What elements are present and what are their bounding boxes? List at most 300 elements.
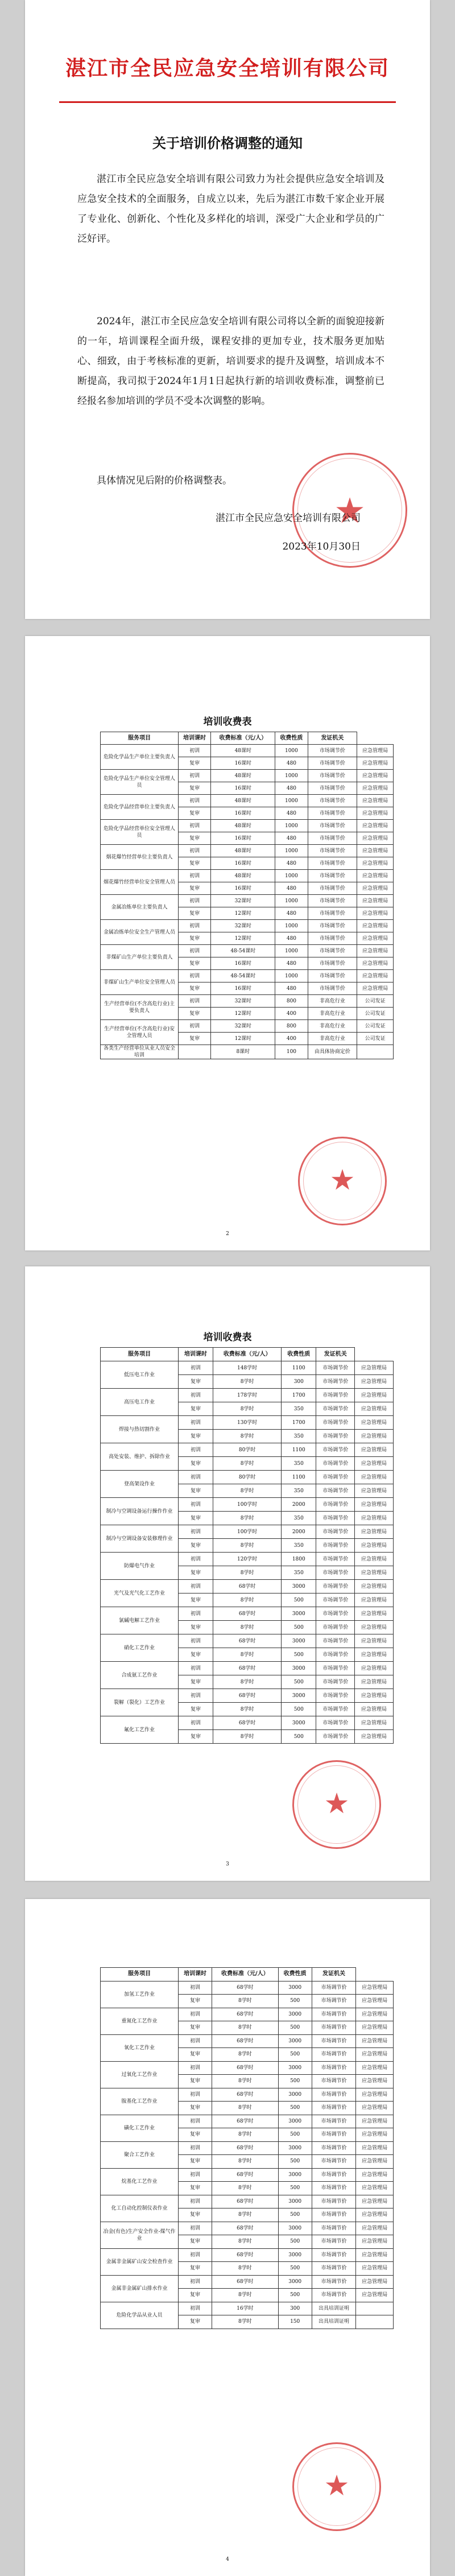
table-cell: 应急管理局 — [355, 1430, 394, 1443]
table-cell: 市场调节价 — [316, 1607, 355, 1621]
table-cell: 1100 — [282, 1443, 316, 1457]
table-cell: 3000 — [278, 2222, 312, 2235]
table-cell: 初训 — [179, 795, 211, 807]
table-row — [101, 2115, 394, 2128]
table-cell: 市场调节价 — [312, 2021, 356, 2035]
table-row — [101, 845, 394, 857]
table-cell: 初训 — [179, 1389, 213, 1402]
table-cell: 500 — [282, 1730, 316, 1744]
table-cell: 市场调节价 — [308, 957, 357, 970]
table-cell: 应急管理局 — [356, 2141, 394, 2155]
item-name-cell: 磺化工艺作业 — [101, 2115, 179, 2141]
table-row — [101, 820, 394, 832]
page-number: 3 — [226, 1861, 229, 1867]
table-cell: 市场调节价 — [308, 970, 357, 982]
signature-date: 2023年10月30日 — [282, 541, 361, 552]
table-cell: 初训 — [179, 1443, 213, 1457]
table-cell: 应急管理局 — [357, 807, 394, 820]
table-cell: 应急管理局 — [357, 957, 394, 970]
table-cell: 应急管理局 — [357, 932, 394, 945]
item-name-cell: 制冷与空调设备安装修理作业 — [101, 1525, 179, 1553]
table-cell: 480 — [275, 882, 308, 895]
table-row — [101, 2034, 394, 2048]
table-cell: 1000 — [275, 820, 308, 832]
table-cell: 8学时 — [212, 2128, 278, 2142]
table-cell: 8学时 — [213, 1375, 282, 1389]
item-name-cell: 胺基化工艺作业 — [101, 2088, 179, 2115]
column-header: 培训课时 — [179, 1968, 212, 1981]
table-row — [101, 1716, 394, 1730]
table-cell: 应急管理局 — [355, 1416, 394, 1430]
table-cell: 复审 — [179, 832, 211, 845]
column-header: 发证机关 — [308, 732, 357, 745]
table-cell: 市场调节价 — [308, 782, 357, 795]
table-row — [101, 1580, 394, 1594]
table-cell: 应急管理局 — [355, 1594, 394, 1607]
table-cell: 800 — [275, 1020, 308, 1033]
table-cell: 16课时 — [211, 807, 275, 820]
fee-table — [100, 1967, 394, 2329]
table-cell: 1000 — [275, 795, 308, 807]
table-cell: 初训 — [179, 820, 211, 832]
fee-table — [100, 732, 394, 1059]
table-cell: 3000 — [278, 2248, 312, 2262]
table-cell: 由具体协商定价 — [308, 1045, 357, 1059]
table-cell: 出具培训证明 — [312, 2302, 356, 2315]
table-cell: 1000 — [275, 870, 308, 882]
table-cell: 48-54课时 — [211, 970, 275, 982]
table-cell: 市场调节价 — [308, 745, 357, 757]
table-cell: 应急管理局 — [356, 2289, 394, 2302]
table-cell: 32课时 — [211, 995, 275, 1008]
table-cell: 初训 — [179, 1634, 213, 1648]
table-row — [101, 1607, 394, 1621]
table-cell: 480 — [275, 907, 308, 920]
table-row — [101, 870, 394, 882]
column-header: 收费标准（元/人） — [211, 732, 275, 745]
item-name-cell: 氟化工艺作业 — [101, 1716, 179, 1744]
table-cell: 3000 — [278, 2088, 312, 2102]
table-cell: 复审 — [179, 882, 211, 895]
table-cell: 应急管理局 — [355, 1566, 394, 1580]
table-row — [101, 1471, 394, 1484]
table-cell: 复审 — [179, 957, 211, 970]
table-cell: 应急管理局 — [355, 1539, 394, 1553]
table-cell: 初训 — [179, 2008, 212, 2021]
table-cell: 350 — [282, 1484, 316, 1498]
table-cell: 初训 — [179, 2141, 212, 2155]
table-cell: 3000 — [278, 2061, 312, 2075]
table-cell: 500 — [278, 2075, 312, 2088]
table-cell: 1100 — [282, 1361, 316, 1375]
table-cell: 非高危行业 — [308, 1020, 357, 1033]
table-cell: 178学时 — [213, 1389, 282, 1402]
table-row — [101, 895, 394, 907]
table-cell: 应急管理局 — [356, 2008, 394, 2021]
table-cell: 市场调节价 — [308, 882, 357, 895]
table-cell: 应急管理局 — [356, 2168, 394, 2182]
item-name-cell: 制冷与空调设备运行操作作业 — [101, 1498, 179, 1525]
table-cell: 市场调节价 — [312, 2088, 356, 2102]
table-cell: 500 — [278, 2021, 312, 2035]
table-cell: 68学时 — [212, 2141, 278, 2155]
table-cell: 2000 — [282, 1498, 316, 1512]
table-cell: 500 — [278, 2289, 312, 2302]
table-cell — [179, 1045, 211, 1059]
table-cell: 市场调节价 — [308, 770, 357, 782]
table-cell: 应急管理局 — [355, 1703, 394, 1716]
table-cell: 8学时 — [213, 1484, 282, 1498]
table-cell: 68学时 — [212, 2195, 278, 2208]
table-cell: 市场调节价 — [316, 1689, 355, 1703]
table-cell: 100学时 — [213, 1525, 282, 1539]
table-cell: 500 — [282, 1675, 316, 1689]
table-cell: 12课时 — [211, 907, 275, 920]
table-cell: 初训 — [179, 1981, 212, 1995]
table-cell: 8学时 — [212, 2182, 278, 2195]
table-cell: 12课时 — [211, 1033, 275, 1045]
table-cell: 应急管理局 — [357, 982, 394, 995]
item-name-cell: 合成氨工艺作业 — [101, 1662, 179, 1689]
table-cell: 复审 — [179, 2075, 212, 2088]
table-cell: 市场调节价 — [308, 907, 357, 920]
table-cell: 8学时 — [213, 1648, 282, 1662]
table-cell: 8学时 — [212, 2102, 278, 2115]
notice-paragraph: 2024年，湛江市全民应急安全培训有限公司将以全新的面貌迎接新的一年，培训课程全面升级，课程安排的更加专业，技术服务更加贴心、细致，由于考核标准的更新，培训要求的提升及调整，培训成本不断提高，我司拟于2024年1月1日起执行新的培训收费标准，调整前已经报名参加培训的学员不受本次调整的影响。 — [77, 316, 384, 407]
table-cell: 复审 — [179, 782, 211, 795]
table-cell: 市场调节价 — [312, 2289, 356, 2302]
table-cell: 16课时 — [211, 982, 275, 995]
table-cell: 市场调节价 — [308, 932, 357, 945]
item-name-cell: 非煤矿山生产单位主要负责人 — [101, 945, 179, 970]
table-cell: 初训 — [179, 745, 211, 757]
item-name-cell: 裂解（裂化）工艺作业 — [101, 1689, 179, 1716]
table-cell: 48课时 — [211, 770, 275, 782]
table-cell: 应急管理局 — [357, 945, 394, 957]
table-cell: 市场调节价 — [316, 1512, 355, 1525]
table-cell: 市场调节价 — [312, 2008, 356, 2021]
table-cell: 初训 — [179, 1471, 213, 1484]
table-cell: 复审 — [179, 857, 211, 870]
table-cell: 市场调节价 — [316, 1716, 355, 1730]
table-cell: 市场调节价 — [308, 870, 357, 882]
table-cell: 16课时 — [211, 757, 275, 770]
table-row — [101, 795, 394, 807]
table-row — [101, 1389, 394, 1402]
table-cell: 市场调节价 — [316, 1553, 355, 1566]
table-cell: 应急管理局 — [356, 2034, 394, 2048]
table-cell: 应急管理局 — [357, 770, 394, 782]
table-cell: 8学时 — [213, 1566, 282, 1580]
table-cell: 350 — [282, 1430, 316, 1443]
table-cell: 初训 — [179, 2168, 212, 2182]
item-name-cell: 过氧化工艺作业 — [101, 2061, 179, 2088]
table-cell: 市场调节价 — [316, 1566, 355, 1580]
table-cell: 应急管理局 — [355, 1361, 394, 1375]
table-cell: 复审 — [179, 1033, 211, 1045]
table-cell: 130学时 — [213, 1416, 282, 1430]
table-cell: 8学时 — [212, 2289, 278, 2302]
notice-page — [25, 0, 430, 619]
table-cell: 出具培训证明 — [312, 2315, 356, 2329]
column-header: 服务项目 — [101, 732, 179, 745]
table-cell: 1000 — [275, 745, 308, 757]
fee-table — [100, 1347, 394, 1744]
table-row — [101, 2195, 394, 2208]
table-cell: 应急管理局 — [355, 1443, 394, 1457]
table-cell: 应急管理局 — [355, 1471, 394, 1484]
table-cell: 8学时 — [213, 1539, 282, 1553]
table-cell: 公司发证 — [357, 1020, 394, 1033]
table-cell: 复审 — [179, 2155, 212, 2169]
item-name-cell: 非煤矿山生产单位安全管理人员 — [101, 970, 179, 995]
table-cell: 3000 — [282, 1662, 316, 1675]
table-cell: 市场调节价 — [308, 757, 357, 770]
table-cell: 应急管理局 — [357, 857, 394, 870]
table-cell: 48课时 — [211, 870, 275, 882]
table-cell: 500 — [278, 2182, 312, 2195]
table-cell: 复审 — [179, 2208, 212, 2222]
table-cell: 68学时 — [212, 1981, 278, 1995]
table-cell: 复审 — [179, 2048, 212, 2062]
table-cell: 复审 — [179, 1675, 213, 1689]
table-cell: 68学时 — [213, 1689, 282, 1703]
table-cell: 市场调节价 — [316, 1580, 355, 1594]
table-cell: 市场调节价 — [312, 2128, 356, 2142]
table-cell: 市场调节价 — [312, 1995, 356, 2008]
table-cell: 68学时 — [213, 1662, 282, 1675]
column-header: 收费性质 — [275, 732, 308, 745]
table-cell: 市场调节价 — [312, 2235, 356, 2249]
table-cell: 8学时 — [212, 2315, 278, 2329]
table-cell: 应急管理局 — [355, 1375, 394, 1389]
table-cell: 应急管理局 — [357, 970, 394, 982]
table-cell: 市场调节价 — [312, 2034, 356, 2048]
table-cell: 16课时 — [211, 782, 275, 795]
table-cell: 16学时 — [212, 2302, 278, 2315]
table-cell: 48课时 — [211, 795, 275, 807]
table-cell: 应急管理局 — [356, 2182, 394, 2195]
column-header: 发证机关 — [312, 1968, 356, 1981]
table-row — [101, 2275, 394, 2289]
table-cell: 48课时 — [211, 845, 275, 857]
table-row — [101, 1981, 394, 1995]
table-cell: 32课时 — [211, 895, 275, 907]
table-cell: 应急管理局 — [355, 1553, 394, 1566]
table-cell: 480 — [275, 957, 308, 970]
table-cell: 3000 — [282, 1580, 316, 1594]
table-cell: 市场调节价 — [312, 2141, 356, 2155]
table-cell: 复审 — [179, 1648, 213, 1662]
item-name-cell: 生产经营单位(不含高危行业)安全管理人员 — [101, 1020, 179, 1045]
table-cell: 应急管理局 — [357, 745, 394, 757]
table-cell: 市场调节价 — [312, 2168, 356, 2182]
table-cell: 市场调节价 — [316, 1361, 355, 1375]
table-cell: 3000 — [278, 2115, 312, 2128]
table-header-row — [101, 732, 394, 745]
table-cell: 应急管理局 — [355, 1689, 394, 1703]
table-cell: 8学时 — [213, 1402, 282, 1416]
table-cell: 初训 — [179, 845, 211, 857]
table-cell: 应急管理局 — [357, 782, 394, 795]
table-cell: 初训 — [179, 2248, 212, 2262]
item-name-cell: 加氢工艺作业 — [101, 1981, 179, 2008]
table-cell: 16课时 — [211, 957, 275, 970]
table-cell: 复审 — [179, 1008, 211, 1020]
page-number: 2 — [226, 1231, 229, 1237]
table-cell: 市场调节价 — [316, 1594, 355, 1607]
table-cell: 400 — [275, 1033, 308, 1045]
table-cell: 初训 — [179, 2222, 212, 2235]
table-cell: 应急管理局 — [356, 2248, 394, 2262]
fee-table-page — [25, 636, 430, 1250]
table-cell: 市场调节价 — [316, 1703, 355, 1716]
table-cell: 复审 — [179, 1457, 213, 1471]
table-cell: 应急管理局 — [355, 1662, 394, 1675]
table-cell: 市场调节价 — [308, 820, 357, 832]
table-cell: 3000 — [278, 2275, 312, 2289]
item-name-cell: 金属冶炼单位主要负责人 — [101, 895, 179, 920]
company-seal: ★ — [292, 1760, 381, 1849]
table-cell: 应急管理局 — [355, 1648, 394, 1662]
table-cell: 150 — [278, 2315, 312, 2329]
table-cell: 市场调节价 — [316, 1621, 355, 1634]
table-cell: 复审 — [179, 1512, 213, 1525]
table-cell: 市场调节价 — [316, 1525, 355, 1539]
table-cell: 8学时 — [212, 2262, 278, 2276]
table-cell: 应急管理局 — [357, 870, 394, 882]
table-cell: 市场调节价 — [308, 857, 357, 870]
table-cell: 80学时 — [213, 1471, 282, 1484]
fee-table-page — [25, 1266, 430, 1881]
table-cell: 8学时 — [213, 1594, 282, 1607]
table-cell: 480 — [275, 857, 308, 870]
table-cell: 500 — [282, 1621, 316, 1634]
table-cell — [356, 2302, 394, 2315]
table-cell: 48课时 — [211, 820, 275, 832]
notice-paragraph: 具体情况见后附的价格调整表。 — [97, 475, 232, 486]
table-cell: 1000 — [275, 895, 308, 907]
table-cell: 8学时 — [213, 1730, 282, 1744]
table-cell: 市场调节价 — [312, 2275, 356, 2289]
table-cell: 80学时 — [213, 1443, 282, 1457]
fee-table-page — [25, 1899, 430, 2576]
table-cell: 复审 — [179, 907, 211, 920]
table-cell: 48-54课时 — [211, 945, 275, 957]
item-name-cell: 金属非金属矿山安全检查作业 — [101, 2248, 179, 2275]
table-cell: 500 — [278, 1995, 312, 2008]
table-cell: 3000 — [278, 2034, 312, 2048]
table-cell: 16课时 — [211, 857, 275, 870]
table-cell: 应急管理局 — [355, 1675, 394, 1689]
table-row — [101, 1020, 394, 1033]
table-cell: 市场调节价 — [316, 1457, 355, 1471]
table-cell: 初训 — [179, 995, 211, 1008]
table-cell: 应急管理局 — [356, 2222, 394, 2235]
table-row — [101, 1689, 394, 1703]
table-cell: 68学时 — [212, 2061, 278, 2075]
table-cell: 非高危行业 — [308, 1033, 357, 1045]
signature-company: 湛江市全民应急安全培训有限公司 — [216, 513, 361, 524]
column-header: 收费性质 — [278, 1968, 312, 1981]
table-row — [101, 970, 394, 982]
table-cell: 应急管理局 — [355, 1634, 394, 1648]
table-cell: 应急管理局 — [356, 2075, 394, 2088]
table-cell: 市场调节价 — [316, 1375, 355, 1389]
table-cell: 100学时 — [213, 1498, 282, 1512]
table-cell: 市场调节价 — [308, 832, 357, 845]
table-cell: 2000 — [282, 1525, 316, 1539]
item-name-cell: 烟花爆竹经营单位安全管理人员 — [101, 870, 179, 895]
table-cell: 应急管理局 — [355, 1621, 394, 1634]
table-cell: 复审 — [179, 1703, 213, 1716]
table-cell: 市场调节价 — [308, 895, 357, 907]
column-header: 收费标准（元/人） — [212, 1968, 278, 1981]
table-cell: 初训 — [179, 1662, 213, 1675]
table-cell: 市场调节价 — [316, 1443, 355, 1457]
table-cell: 500 — [278, 2128, 312, 2142]
table-cell: 复审 — [179, 1621, 213, 1634]
table-cell: 公司发证 — [357, 1033, 394, 1045]
table-row — [101, 1662, 394, 1675]
table-cell: 8学时 — [213, 1703, 282, 1716]
notice-paragraph: 湛江市全民应急安全培训有限公司致力为社会提供应急安全培训及应急安全技术的全面服务，自成立以来，先后为湛江市数千家企业开展了专业化、创新化、个性化及多样化的培训，深受广大企业和学员的广泛好评。 — [77, 174, 384, 245]
table-cell: 12课时 — [211, 1008, 275, 1020]
table-cell: 3000 — [282, 1716, 316, 1730]
table-cell: 市场调节价 — [312, 2262, 356, 2276]
table-cell: 市场调节价 — [316, 1389, 355, 1402]
table-cell: 1000 — [275, 845, 308, 857]
item-name-cell: 生产经营单位(不含高危行业)主要负责人 — [101, 995, 179, 1020]
table-cell: 480 — [275, 757, 308, 770]
item-name-cell: 焊接与热切割作业 — [101, 1416, 179, 1443]
table-cell: 68学时 — [213, 1634, 282, 1648]
table-cell — [357, 1045, 394, 1059]
table-cell: 非高危行业 — [308, 1008, 357, 1020]
item-name-cell: 氯碱电解工艺作业 — [101, 1607, 179, 1634]
table-cell: 1000 — [275, 945, 308, 957]
table-cell: 8学时 — [212, 2208, 278, 2222]
table-cell: 初训 — [179, 2115, 212, 2128]
table-cell: 复审 — [179, 1375, 213, 1389]
table-cell: 复审 — [179, 982, 211, 995]
item-name-cell: 低压电工作业 — [101, 1361, 179, 1389]
table-cell: 3000 — [278, 2195, 312, 2208]
table-cell: 应急管理局 — [357, 845, 394, 857]
table-cell: 500 — [278, 2102, 312, 2115]
table-cell: 应急管理局 — [355, 1484, 394, 1498]
item-name-cell: 金属冶炼单位安全生产管理人员 — [101, 920, 179, 945]
table-cell: 初训 — [179, 1525, 213, 1539]
table-row — [101, 1498, 394, 1512]
table-cell: 市场调节价 — [312, 2115, 356, 2128]
table-cell: 市场调节价 — [308, 807, 357, 820]
table-cell: 16课时 — [211, 832, 275, 845]
table-cell: 应急管理局 — [356, 1995, 394, 2008]
table-row — [101, 1525, 394, 1539]
table-cell: 68学时 — [212, 2008, 278, 2021]
table-cell: 应急管理局 — [357, 757, 394, 770]
table-cell: 初训 — [179, 1020, 211, 1033]
table-cell: 市场调节价 — [312, 2222, 356, 2235]
company-seal: ★ — [292, 2442, 381, 2531]
table-cell: 480 — [275, 832, 308, 845]
table-row — [101, 2061, 394, 2075]
column-header: 服务项目 — [101, 1968, 179, 1981]
table-cell: 市场调节价 — [316, 1402, 355, 1416]
table-row — [101, 2248, 394, 2262]
table-cell: 1000 — [275, 920, 308, 932]
